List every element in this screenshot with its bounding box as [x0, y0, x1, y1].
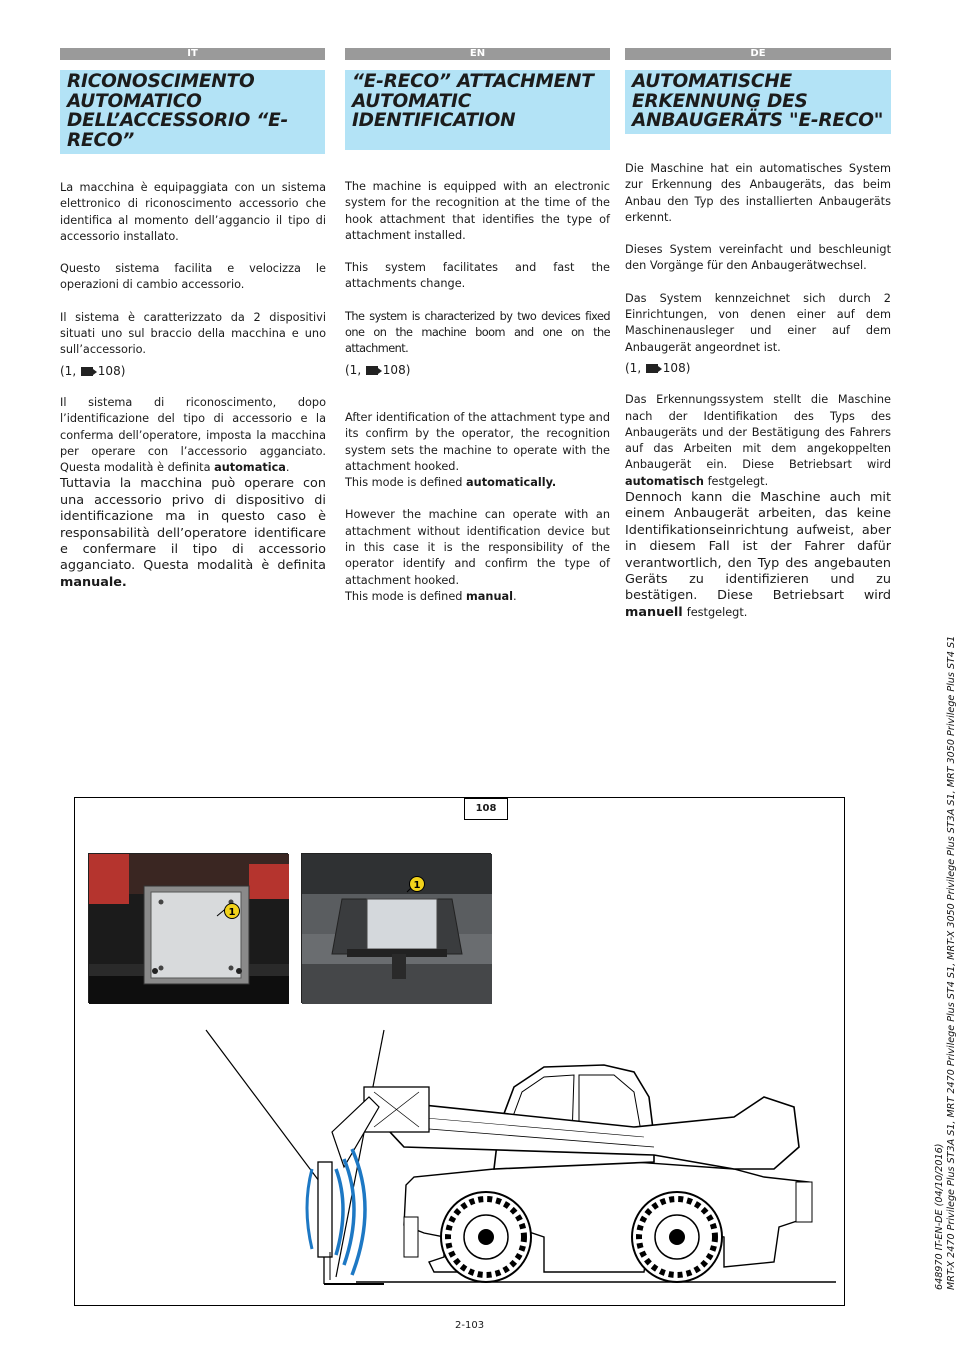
paragraph-text: Dennoch kann die Maschine auch mit einem Anbaugerät arbeiten, das keine Identifikationseinrichtung aufweist, aber in diesem Fall ist der Fahrer dafür verantwortlich, den Typ des angebauten Geräts zu identifizieren und zu bestätigen. Diese Betriebsart wird	[625, 490, 891, 604]
callout-number: 1	[228, 907, 236, 918]
paragraph	[345, 507, 610, 605]
paragraph: This system facilitates and fast the attachments change.	[345, 261, 610, 291]
lang-bar-it: IT	[60, 48, 325, 60]
camera-icon	[366, 366, 378, 375]
paragraph	[625, 490, 891, 621]
paragraph-text: After identification of the attachment type and its confirm by the operator, the recognition system sets the machine to operate with the attachment hooked.	[345, 410, 610, 473]
paragraph-text: Il sistema di riconoscimento, dopo l’identificazione del tipo di accessorio e la conferma dell’operatore, imposta la macchina per operare con l’accessorio agganciato. Questa modalità è definita	[60, 395, 326, 475]
ref-prefix: (1,	[345, 362, 362, 377]
document-reference	[934, 636, 958, 1290]
paragraph: The machine is equipped with an electronic system for the recognition at the time of the hook attachment that identifies the type of attachment installed.	[345, 180, 610, 242]
figure-reference	[625, 360, 891, 376]
title-box-en	[345, 70, 610, 150]
paragraph: Il sistema è caratterizzato da 2 dispositivi situati uno sul braccio della macchina e uno sull’accessorio.	[60, 310, 326, 357]
paragraph-end: festgelegt.	[686, 605, 748, 619]
bold-term: manuale.	[60, 574, 127, 590]
bold-term: automatisch	[625, 474, 704, 488]
photo-boom-sensor	[301, 853, 491, 1003]
section-title-it: RICONOSCIMENTO AUTOMATICO DELL’ACCESSORIO “E-RECO”	[67, 71, 288, 151]
paragraph-end: festgelegt.	[707, 474, 769, 488]
paragraph-text: This mode is defined	[345, 589, 463, 603]
ref-figure: 108)	[662, 360, 691, 375]
bold-term: automatica	[214, 461, 286, 475]
title-box-it	[60, 70, 325, 154]
paragraph: Questo sistema facilita e velocizza le operazioni di cambio accessorio.	[60, 262, 326, 292]
photo-attachment-sensor	[88, 853, 288, 1003]
paragraph: La macchina è equipaggiata con un sistema elettronico di riconoscimento accessorio che identifica al momento dell’aggancio il tipo di accessorio installato.	[60, 181, 326, 243]
ref-figure: 108)	[382, 362, 411, 377]
column-it	[60, 180, 326, 591]
paragraph: Dieses System vereinfacht und beschleunigt den Vorgänge für den Anbaugerätwechsel.	[625, 243, 891, 273]
model-list: MRT-X 2470 Privilege Plus ST3A S1, MRT 2470 Privilege Plus ST4 S1, MRT-X 3050 Privilege Plus ST3A S1, MRT 3050 Privilege Plus ST4 S1	[946, 635, 957, 1290]
ref-prefix: (1,	[60, 363, 77, 378]
bold-term: manual	[466, 589, 514, 603]
paragraph	[60, 395, 326, 476]
lang-bar-en: EN	[345, 48, 610, 60]
bold-term: automatically.	[466, 476, 557, 490]
paragraph	[625, 392, 891, 490]
column-de	[625, 161, 891, 621]
paragraph: The system is characterized by two devices fixed one on the machine boom and one on the attachment.	[345, 309, 610, 356]
paragraph-end: .	[513, 589, 517, 603]
paragraph	[345, 410, 610, 491]
camera-icon	[646, 364, 658, 373]
figure-reference	[60, 363, 326, 379]
bold-term: manuell	[625, 604, 683, 620]
column-en	[345, 179, 610, 621]
paragraph: Die Maschine hat ein automatisches System zur Erkennung des Anbaugeräts, das beim Anbau den Typ des installierten Anbaugeräts erkennt.	[625, 162, 891, 224]
rear-wheel	[632, 1192, 722, 1282]
page-number: 2-103	[455, 1320, 485, 1331]
paragraph-text: This mode is defined	[345, 476, 463, 490]
figure-reference	[345, 362, 610, 378]
doc-code: 648970 IT-EN-DE (04/10/2016)	[934, 1143, 945, 1290]
paragraph: Das System kennzeichnet sich durch 2 Einrichtungen, von denen einer auf dem Maschinenausleger und einer auf dem Anbaugerät angeordnet ist.	[625, 291, 891, 354]
camera-icon	[81, 367, 93, 376]
callout-number: 1	[413, 880, 421, 891]
paragraph-text: Tuttavia la macchina può operare con una accessorio privo di dispositivo di identificazione ma in questo caso è responsabilità dell’operatore identificare e confermare il tipo di accessorio agganciato. Questa modalità è definita	[60, 476, 326, 574]
lang-bar-de: DE	[625, 48, 891, 60]
section-title-de: AUTOMATISCHE ERKENNUNG DES ANBAUGERÄTS "E-RECO"	[632, 71, 884, 131]
title-box-de	[625, 70, 891, 134]
paragraph-text: Das Erkennungssystem stellt die Maschine nach der Identifikation des Typs des Anbaugeräts und der Bestätigung des Fahrers auf das Arbeiten mit dem angekoppelten Anbaugerät ein. Diese Betriebsart wird	[625, 393, 891, 472]
ref-figure: 108)	[97, 363, 126, 378]
figure-number-label: 108	[464, 798, 508, 820]
ref-prefix: (1,	[625, 360, 642, 375]
paragraph-end: .	[285, 461, 290, 475]
front-wheel	[441, 1192, 531, 1282]
paragraph-text: However the machine can operate with an attachment without identification device but in this case it is the responsibility of the operator identify and confirm the type of attachment hooked.	[345, 508, 610, 587]
section-title-en: “E-RECO” ATTACHMENT AUTOMATIC IDENTIFICATION	[352, 71, 594, 131]
paragraph	[60, 476, 326, 591]
